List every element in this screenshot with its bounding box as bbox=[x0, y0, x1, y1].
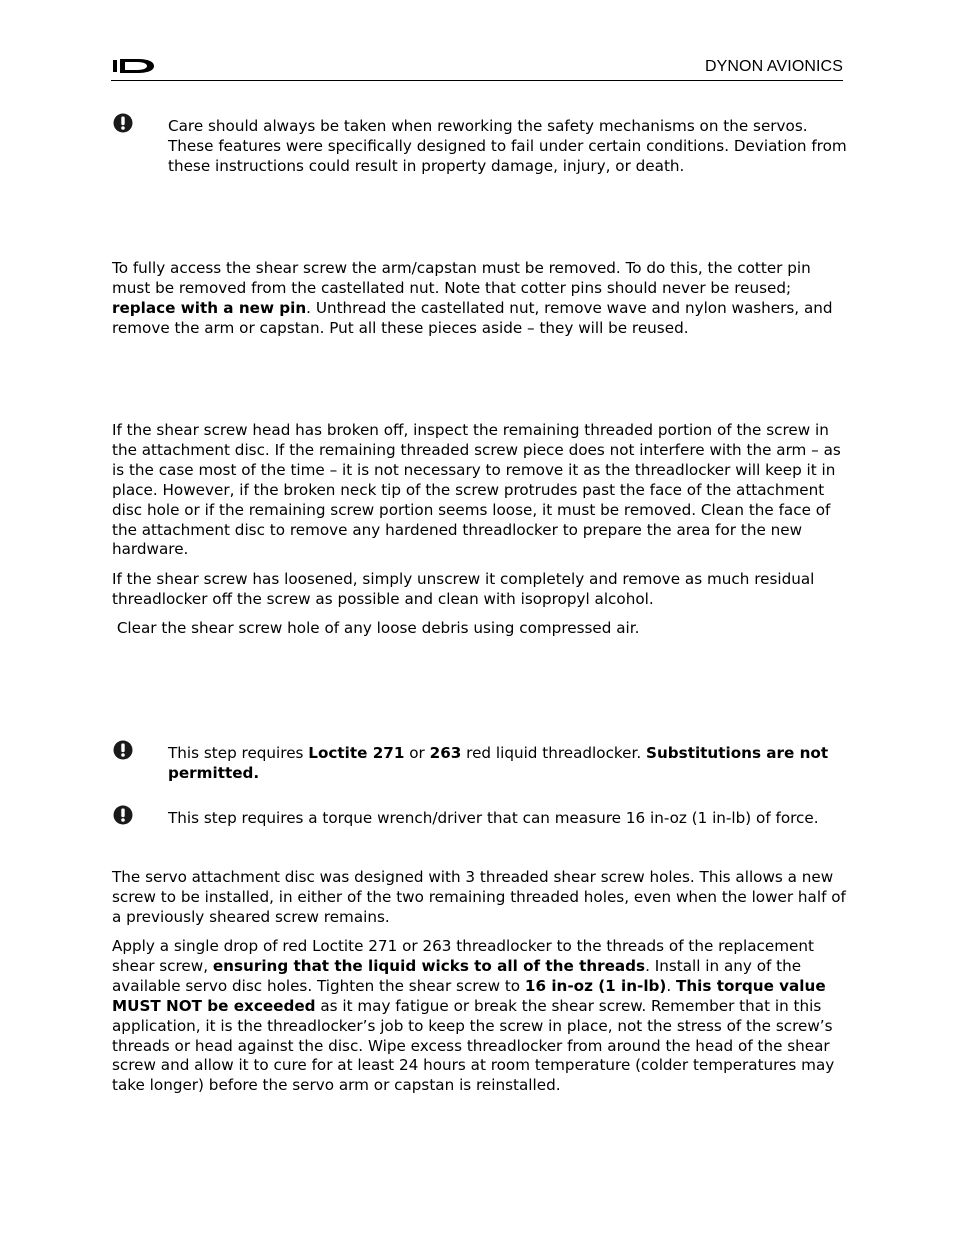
dynon-logo-icon bbox=[111, 58, 155, 74]
inspect-paragraph-2: If the shear screw has loosened, simply unscrew it completely and remove as much residual threadlocker off the screw as possible and clean with isopropyl alcohol. bbox=[112, 570, 815, 608]
install-paragraph-1: The servo attachment disc was designed with 3 threaded shear screw holes. This allows a new screw to be installed, in either of the two remaining threaded holes, even when the lower half of a previously sheared screw remains. bbox=[112, 868, 846, 926]
caution-torque-wrench: This step requires a torque wrench/driver that can measure 16 in-oz (1 in-lb) of force. bbox=[168, 809, 819, 827]
inspect-paragraph-1: If the shear screw head has broken off, inspect the remaining threaded portion of the screw in the attachment disc. If the remaining threaded screw piece does not interfere with the arm – as is the case most of the time – it is not necessary to remove it as the threadlocker will keep it in place. However, if the broken neck tip of the screw protrudes past the face of the attachment disc hole or if the remaining screw portion seems loose, it must be removed. Clean the face of the attachment disc to remove any hardened threadlocker to prepare the area for the new hardware. bbox=[112, 421, 841, 559]
caution-threadlocker: This step requires Loctite 271 or 263 red liquid threadlocker. Substitutions are not permitted. bbox=[168, 744, 829, 782]
caution-icon bbox=[113, 805, 133, 825]
remove-arm-paragraph: To fully access the shear screw the arm/capstan must be removed. To do this, the cotter pin must be removed from the castellated nut. Note that cotter pins should never be reused; replace with a new pin. Unthread the castellated nut, remove wave and nylon washers, and remove the arm or capstan. Put all these pieces aside – they will be reused. bbox=[112, 259, 833, 337]
brand-name: DYNON AVIONICS bbox=[704, 58, 843, 75]
inspect-paragraph-3: Clear the shear screw hole of any loose debris using compressed air. bbox=[112, 619, 640, 637]
caution-safety-mechanisms: Care should always be taken when reworking the safety mechanisms on the servos. These features were specifically designed to fail under certain conditions. Deviation from these instructions could result in property damage, injury, or death. bbox=[168, 117, 847, 175]
page-header bbox=[111, 54, 843, 81]
install-paragraph-2: Apply a single drop of red Loctite 271 or 263 threadlocker to the threads of the replacement shear screw, ensuring that the liquid wicks to all of the threads. Install in any of the available servo disc holes. Tighten the shear screw to 16 in-oz (1 in-lb). This torque value MUST NOT be exceeded as it may fatigue or break the shear screw. Remember that in this application, it is the threadlocker’s job to keep the screw in place, not the stress of the screw’s threads or head against the disc. Wipe excess threadlocker from around the head of the shear screw and allow it to cure for at least 24 hours at room temperature (colder temperatures may take longer) before the servo arm or capstan is reinstalled. bbox=[112, 937, 835, 1095]
caution-icon bbox=[113, 113, 133, 133]
caution-icon bbox=[113, 740, 133, 760]
